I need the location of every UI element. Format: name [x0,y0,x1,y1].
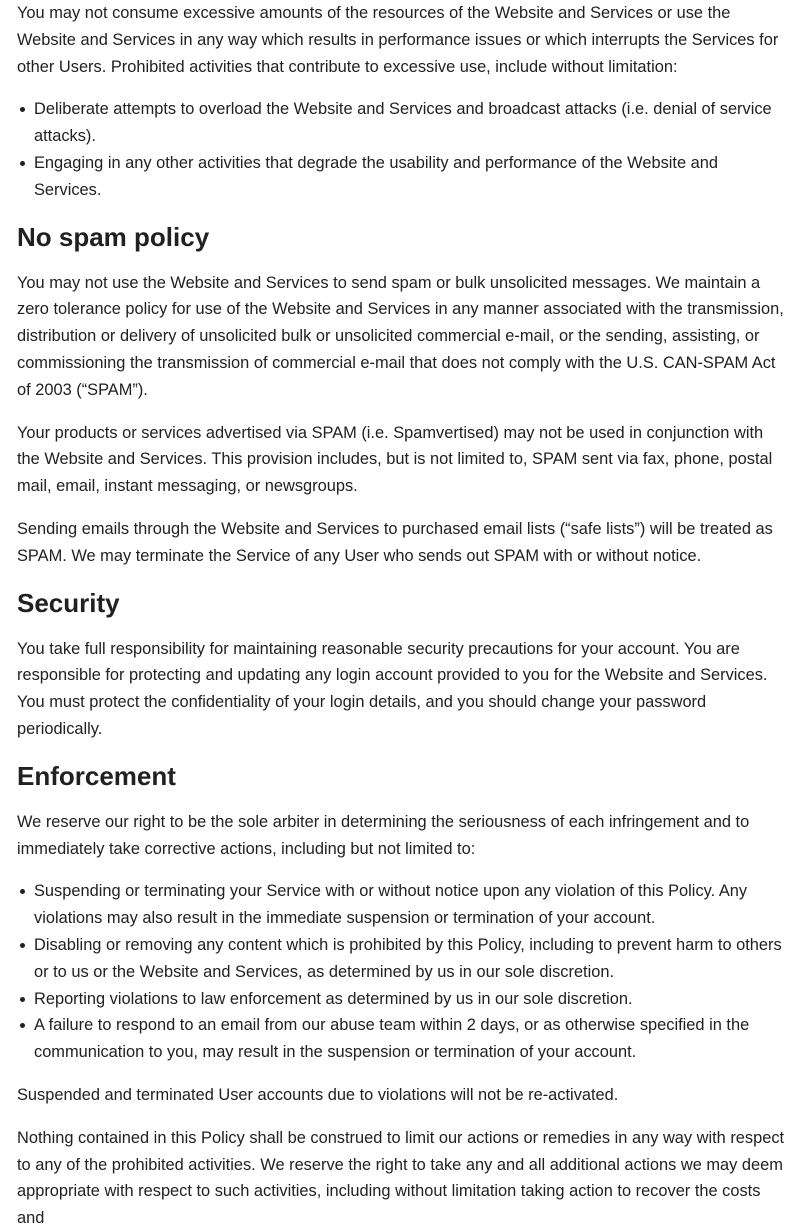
policy-content [17,0,785,1232]
heading-enforcement: Enforcement [17,760,176,791]
security-paragraph: You take full responsibility for maintaining reasonable security precautions for your account. You are responsible for protecting and updating any login account provided to you for the Website and Services. You must protect the confidentiality of your login details, and you should change your password periodically. [17,639,768,738]
enforcement-paragraph: Nothing contained in this Policy shall be construed to limit our actions or remedies in any way with respect to any of the prohibited activities. We reserve the right to take any and all additional actions we may deem appropriate with respect to such activities, including without limitation taking action to recover the costs and [17,1128,785,1228]
list-item: Engaging in any other activities that degrade the usability and performance of the Website and Services. [34,150,785,204]
spam-paragraph: You may not use the Website and Services to send spam or bulk unsolicited messages. We maintain a zero tolerance policy for use of the Website and Services in any manner associated with the transmission, distribution or delivery of unsolicited bulk or unsolicited commercial e-mail, or the sending, assisting, or commissioning the transmission of commercial e-mail that does not comply with the U.S. CAN-SPAM Act of 2003 (“SPAM”). [17,273,784,399]
list-item: A failure to respond to an email from our abuse team within 2 days, or as otherwise specified in the communication to you, may result in the suspension or termination of your account. [34,1012,785,1066]
enforcement-paragraph: Suspended and terminated User accounts due to violations will not be re-activated. [17,1085,619,1104]
spam-paragraph: Sending emails through the Website and Services to purchased email lists (“safe lists”) will be treated as SPAM. We may terminate the Service of any User who sends out SPAM with or without notice. [17,519,773,565]
enforcement-actions-list [17,878,785,1066]
list-item: Suspending or terminating your Service with or without notice upon any violation of this Policy. Any violations may also result in the immediate suspension or termination of your account. [34,878,785,932]
list-item: Disabling or removing any content which is prohibited by this Policy, including to prevent harm to others or to us or the Website and Services, as determined by us in our sole discretion. [34,932,785,986]
excessive-use-list [17,96,785,203]
spam-paragraph: Your products or services advertised via SPAM (i.e. Spamvertised) may not be used in conjunction with the Website and Services. This provision includes, but is not limited to, SPAM sent via fax, phone, postal mail, email, instant messaging, or newsgroups. [17,423,773,496]
intro-paragraph: You may not consume excessive amounts of the resources of the Website and Services or use the Website and Services in any way which results in performance issues or which interrupts the Services for other Users. Prohibited activities that contribute to excessive use, include without limitation: [17,4,779,76]
list-item: Reporting violations to law enforcement as determined by us in our sole discretion. [34,986,785,1013]
heading-no-spam-policy: No spam policy [17,221,210,252]
enforcement-paragraph: We reserve our right to be the sole arbiter in determining the seriousness of each infringement and to immediately take corrective actions, including but not limited to: [17,812,750,858]
list-item: Deliberate attempts to overload the Website and Services and broadcast attacks (i.e. denial of service attacks). [34,96,785,150]
heading-security: Security [17,587,120,618]
